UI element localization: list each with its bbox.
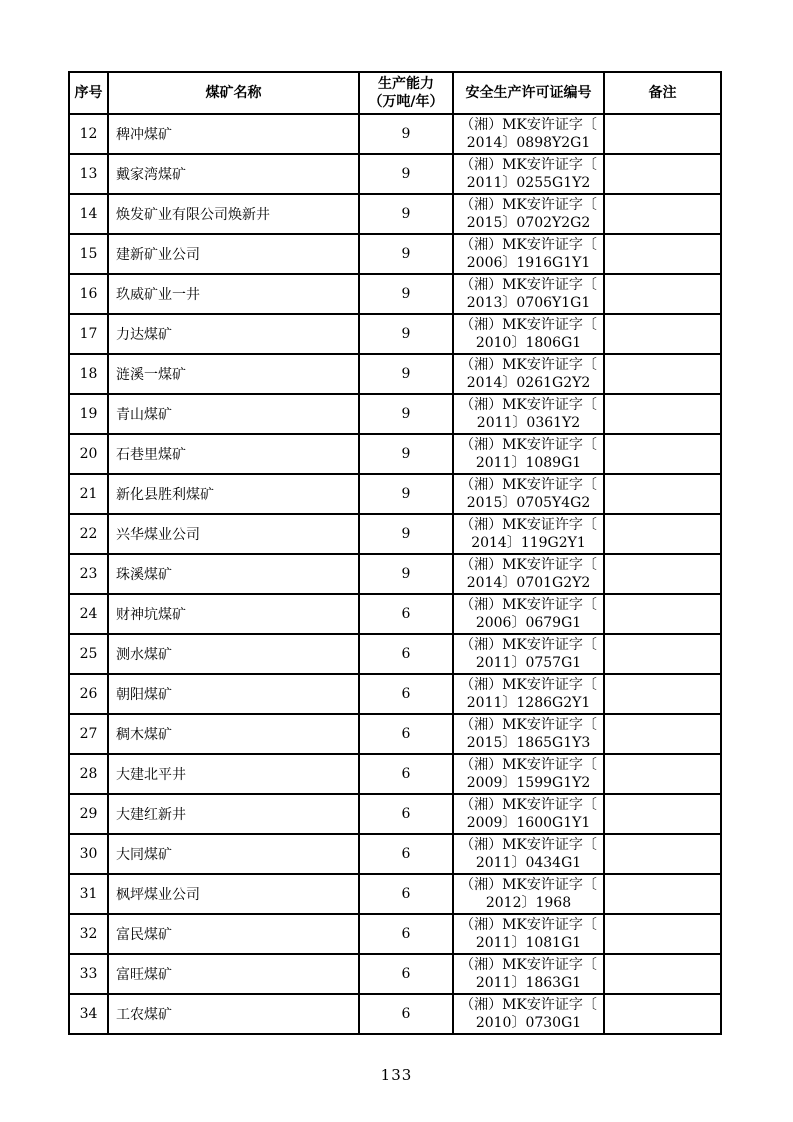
remark-cell [604, 154, 721, 194]
license-line1: （湘）MK安许证字〔 [460, 197, 597, 213]
remark-cell [604, 194, 721, 234]
mine-name: 测水煤矿 [108, 634, 359, 674]
license-line1: （湘）MK安许证字〔 [460, 117, 597, 133]
mine-name: 工农煤矿 [108, 994, 359, 1034]
remark-cell [604, 554, 721, 594]
license-line2: 2011〕0361Y2 [476, 415, 581, 431]
license-line2: 2011〕1286G2Y1 [466, 695, 591, 711]
remark-cell [604, 874, 721, 914]
capacity-value: 9 [359, 194, 453, 234]
capacity-value: 6 [359, 834, 453, 874]
table-row [69, 834, 721, 874]
serial-number: 23 [69, 554, 108, 594]
license-number [453, 954, 604, 994]
mine-name: 大建红新井 [108, 794, 359, 834]
license-line1: （湘）MK安许证字〔 [460, 397, 597, 413]
remark-cell [604, 274, 721, 314]
page-number: 133 [380, 1066, 413, 1084]
table-row [69, 154, 721, 194]
table-row [69, 674, 721, 714]
remark-cell [604, 634, 721, 674]
mine-name: 朝阳煤矿 [108, 674, 359, 714]
capacity-value: 6 [359, 994, 453, 1034]
capacity-value: 9 [359, 354, 453, 394]
capacity-value: 9 [359, 474, 453, 514]
table-row [69, 874, 721, 914]
license-line1: （湘）MK安许证字〔 [460, 917, 597, 933]
license-number [453, 594, 604, 634]
table-row [69, 274, 721, 314]
remark-cell [604, 674, 721, 714]
license-line1: （湘）MK安许证字〔 [460, 437, 597, 453]
table-row [69, 314, 721, 354]
header-mine-name: 煤矿名称 [108, 72, 359, 114]
license-number [453, 434, 604, 474]
mine-name: 财神坑煤矿 [108, 594, 359, 634]
mine-name: 涟溪一煤矿 [108, 354, 359, 394]
license-line1: （湘）MK安许证字〔 [460, 157, 597, 173]
license-line2: 2014〕0701G2Y2 [466, 575, 591, 591]
license-number [453, 634, 604, 674]
capacity-value: 6 [359, 874, 453, 914]
remark-cell [604, 314, 721, 354]
remark-cell [604, 794, 721, 834]
serial-number: 27 [69, 714, 108, 754]
license-line2: 2015〕1865G1Y3 [466, 735, 591, 751]
mine-name: 枫坪煤业公司 [108, 874, 359, 914]
serial-number: 21 [69, 474, 108, 514]
serial-number: 32 [69, 914, 108, 954]
license-line2: 2014〕0261G2Y2 [466, 375, 591, 391]
license-line2: 2011〕0255G1Y2 [466, 175, 591, 191]
capacity-value: 6 [359, 754, 453, 794]
header-capacity-line2: （万吨/年） [368, 94, 444, 110]
license-line2: 2006〕1916G1Y1 [466, 255, 591, 271]
serial-number: 34 [69, 994, 108, 1034]
table-body [69, 114, 721, 1034]
table-row [69, 394, 721, 434]
license-line2: 2014〕119G2Y1 [471, 535, 586, 551]
license-number [453, 354, 604, 394]
table-row [69, 114, 721, 154]
header-remark: 备注 [604, 72, 721, 114]
capacity-value: 9 [359, 394, 453, 434]
mine-name: 兴华煤业公司 [108, 514, 359, 554]
remark-cell [604, 394, 721, 434]
license-line2: 2011〕0434G1 [475, 855, 582, 871]
license-line2: 2009〕1600G1Y1 [466, 815, 591, 831]
mine-name: 大同煤矿 [108, 834, 359, 874]
capacity-value: 9 [359, 314, 453, 354]
license-line2: 2011〕1081G1 [475, 935, 582, 951]
remark-cell [604, 114, 721, 154]
table-row [69, 354, 721, 394]
remark-cell [604, 834, 721, 874]
mine-name: 焕发矿业有限公司焕新井 [108, 194, 359, 234]
mine-name: 稠木煤矿 [108, 714, 359, 754]
capacity-value: 6 [359, 594, 453, 634]
license-line1: （湘）MK安许证字〔 [460, 477, 597, 493]
license-line2: 2010〕1806G1 [475, 335, 582, 351]
table-row [69, 794, 721, 834]
license-number [453, 914, 604, 954]
license-number [453, 874, 604, 914]
mine-name: 富旺煤矿 [108, 954, 359, 994]
license-number [453, 514, 604, 554]
license-line1: （湘）MK安许证字〔 [460, 237, 597, 253]
serial-number: 22 [69, 514, 108, 554]
table-row [69, 194, 721, 234]
license-number [453, 194, 604, 234]
serial-number: 29 [69, 794, 108, 834]
license-line1: （湘）MK安许证字〔 [460, 677, 597, 693]
license-line1: （湘）MK安许证字〔 [460, 957, 597, 973]
remark-cell [604, 354, 721, 394]
license-line1: （湘）MK安许证字〔 [460, 277, 597, 293]
license-line2: 2011〕1863G1 [475, 975, 582, 991]
capacity-value: 9 [359, 554, 453, 594]
table-row [69, 594, 721, 634]
license-line1: （湘）MK安许证字〔 [460, 357, 597, 373]
serial-number: 13 [69, 154, 108, 194]
license-line2: 2011〕1089G1 [475, 455, 582, 471]
mine-name: 力达煤矿 [108, 314, 359, 354]
license-line2: 2013〕0706Y1G1 [466, 295, 591, 311]
license-line2: 2014〕0898Y2G1 [466, 135, 591, 151]
capacity-value: 9 [359, 514, 453, 554]
license-line1: （湘）MK安许证字〔 [460, 597, 597, 613]
capacity-value: 9 [359, 114, 453, 154]
license-line2: 2015〕0705Y4G2 [466, 495, 591, 511]
mine-name: 青山煤矿 [108, 394, 359, 434]
mine-name: 富民煤矿 [108, 914, 359, 954]
mine-name: 稗冲煤矿 [108, 114, 359, 154]
remark-cell [604, 434, 721, 474]
serial-number: 19 [69, 394, 108, 434]
table-row [69, 234, 721, 274]
capacity-value: 9 [359, 274, 453, 314]
license-line1: （湘）MK安许证字〔 [460, 837, 597, 853]
license-line1: （湘）MK安许证字〔 [460, 557, 597, 573]
license-line1: （湘）MK安许证字〔 [460, 757, 597, 773]
capacity-value: 6 [359, 634, 453, 674]
serial-number: 31 [69, 874, 108, 914]
license-number [453, 234, 604, 274]
license-number [453, 714, 604, 754]
remark-cell [604, 714, 721, 754]
serial-number: 17 [69, 314, 108, 354]
table-row [69, 434, 721, 474]
header-capacity-line1: 生产能力 [378, 76, 434, 92]
capacity-value: 6 [359, 674, 453, 714]
serial-number: 33 [69, 954, 108, 994]
license-line2: 2009〕1599G1Y2 [466, 775, 591, 791]
serial-number: 28 [69, 754, 108, 794]
serial-number: 12 [69, 114, 108, 154]
table-row [69, 714, 721, 754]
capacity-value: 9 [359, 434, 453, 474]
table-row [69, 634, 721, 674]
license-line1: （湘）MK安许证字〔 [460, 717, 597, 733]
license-line1: （湘）MK安许证字〔 [460, 877, 597, 893]
serial-number: 25 [69, 634, 108, 674]
license-number [453, 834, 604, 874]
license-number [453, 154, 604, 194]
serial-number: 18 [69, 354, 108, 394]
license-line1: （湘）MK安许证字〔 [460, 317, 597, 333]
serial-number: 15 [69, 234, 108, 274]
remark-cell [604, 474, 721, 514]
license-number [453, 554, 604, 594]
serial-number: 20 [69, 434, 108, 474]
serial-number: 26 [69, 674, 108, 714]
capacity-value: 6 [359, 914, 453, 954]
capacity-value: 9 [359, 154, 453, 194]
license-line2: 2012〕1968 [485, 895, 572, 911]
remark-cell [604, 514, 721, 554]
remark-cell [604, 994, 721, 1034]
license-number [453, 674, 604, 714]
table-row [69, 554, 721, 594]
remark-cell [604, 954, 721, 994]
mine-name: 珠溪煤矿 [108, 554, 359, 594]
license-line2: 2006〕0679G1 [475, 615, 582, 631]
license-line2: 2010〕0730G1 [475, 1015, 582, 1031]
license-line1: （湘）MK安许证字〔 [460, 637, 597, 653]
serial-number: 30 [69, 834, 108, 874]
license-number [453, 794, 604, 834]
license-number [453, 474, 604, 514]
table-row [69, 754, 721, 794]
license-number [453, 314, 604, 354]
table-row [69, 474, 721, 514]
license-line1: （湘）MK安许证字〔 [460, 797, 597, 813]
license-number [453, 754, 604, 794]
license-number [453, 994, 604, 1034]
capacity-value: 6 [359, 794, 453, 834]
header-serial-number: 序号 [69, 72, 108, 114]
license-number [453, 274, 604, 314]
license-line1: （湘）MK安许证字〔 [460, 997, 597, 1013]
mine-name: 石巷里煤矿 [108, 434, 359, 474]
table-header-row [69, 72, 721, 114]
license-line2: 2015〕0702Y2G2 [466, 215, 591, 231]
remark-cell [604, 234, 721, 274]
remark-cell [604, 914, 721, 954]
header-capacity [359, 72, 453, 114]
license-number [453, 114, 604, 154]
coal-mine-table [68, 71, 722, 1035]
remark-cell [604, 754, 721, 794]
capacity-value: 6 [359, 714, 453, 754]
header-license-number: 安全生产许可证编号 [453, 72, 604, 114]
serial-number: 14 [69, 194, 108, 234]
mine-name: 建新矿业公司 [108, 234, 359, 274]
license-line2: 2011〕0757G1 [475, 655, 582, 671]
mine-name: 玖威矿业一井 [108, 274, 359, 314]
remark-cell [604, 594, 721, 634]
capacity-value: 9 [359, 234, 453, 274]
license-line1: （湘）MK安证许字〔 [460, 517, 597, 533]
mine-name: 戴家湾煤矿 [108, 154, 359, 194]
table-row [69, 994, 721, 1034]
serial-number: 16 [69, 274, 108, 314]
capacity-value: 6 [359, 954, 453, 994]
table-row [69, 954, 721, 994]
serial-number: 24 [69, 594, 108, 634]
table-row [69, 914, 721, 954]
license-number [453, 394, 604, 434]
mine-name: 新化县胜利煤矿 [108, 474, 359, 514]
mine-name: 大建北平井 [108, 754, 359, 794]
table-row [69, 514, 721, 554]
